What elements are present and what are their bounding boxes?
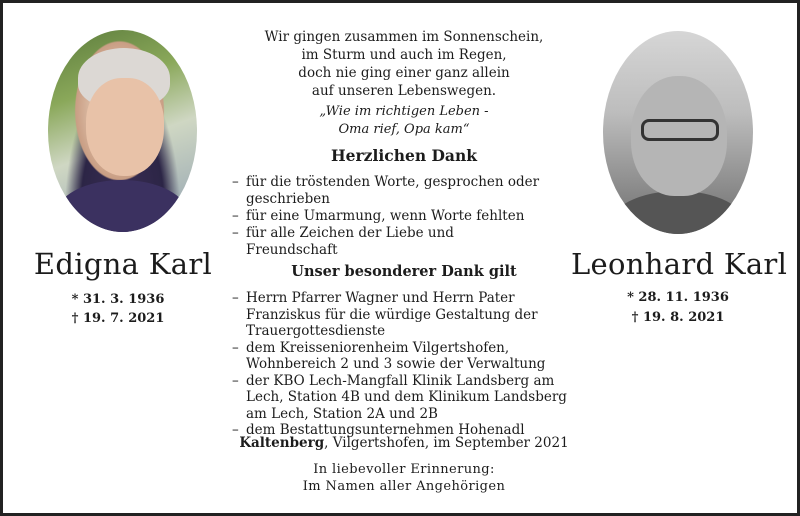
poem-line: im Sturm und auch im Regen,: [301, 47, 507, 63]
list-item: – der KBO Lech-Mangfall Klinik Landsberg am Lech, Station 4B und dem Klinikum Landsberg am Lech, Station 2A und 2B: [232, 372, 567, 422]
name-right: Leonhard Karl: [571, 247, 788, 281]
quote-line: Oma rief, Opa kam“: [338, 122, 470, 137]
dash: –: [232, 174, 239, 190]
quote-line: „Wie im richtigen Leben -: [319, 104, 489, 119]
place-town: Kaltenberg: [239, 435, 325, 451]
dash: –: [232, 290, 239, 306]
closing-line: Im Namen aller Angehörigen: [302, 479, 506, 494]
poem-line: auf unseren Lebenswegen.: [311, 83, 497, 99]
special-thanks-heading: Unser besonderer Dank gilt: [291, 263, 517, 280]
birth-date-right: * 28. 11. 1936: [627, 290, 729, 305]
list-item: – für alle Zeichen der Liebe und Freundschaft: [232, 225, 454, 258]
dash: –: [232, 422, 239, 438]
place-date-line: [238, 435, 570, 451]
closing-line: In liebevoller Erinnerung:: [313, 462, 495, 477]
thanks-heading: Herzlichen Dank: [331, 146, 477, 165]
portrait-photo-right: [603, 31, 753, 234]
list-item: – dem Kreisseniorenheim Vilgertshofen, Wohnbereich 2 und 3 sowie der Verwaltung: [232, 339, 546, 372]
name-left: Edigna Karl: [33, 247, 213, 281]
thanks-list: [232, 174, 542, 259]
dash: –: [232, 208, 239, 224]
portrait-photo-left: [48, 30, 197, 232]
poem-line: Wir gingen zusammen im Sonnenschein,: [264, 29, 544, 45]
birth-date-left: * 31. 3. 1936: [71, 292, 165, 307]
list-item: – für die tröstenden Worte, gesprochen oder geschrieben: [232, 174, 540, 207]
poem-line: doch nie ging einer ganz allein: [298, 65, 510, 81]
list-item: – für eine Umarmung, wenn Worte fehlten: [232, 208, 525, 224]
death-date-left: † 19. 7. 2021: [71, 311, 165, 326]
poem: [238, 28, 570, 100]
dash: –: [232, 225, 239, 241]
quote: [238, 103, 570, 139]
place-rest: , Vilgertshofen, im September 2021: [324, 435, 569, 451]
list-item: – Herrn Pfarrer Wagner und Herrn Pater Franziskus für die würdige Gestaltung der Trauergottesdienste: [232, 290, 538, 339]
death-date-right: † 19. 8. 2021: [631, 310, 725, 325]
closing: [238, 461, 570, 495]
dash: –: [232, 372, 239, 389]
dash: –: [232, 339, 239, 356]
list-item: – dem Bestattungsunternehmen Hohenadl: [232, 422, 525, 438]
special-thanks-list: [232, 290, 577, 439]
